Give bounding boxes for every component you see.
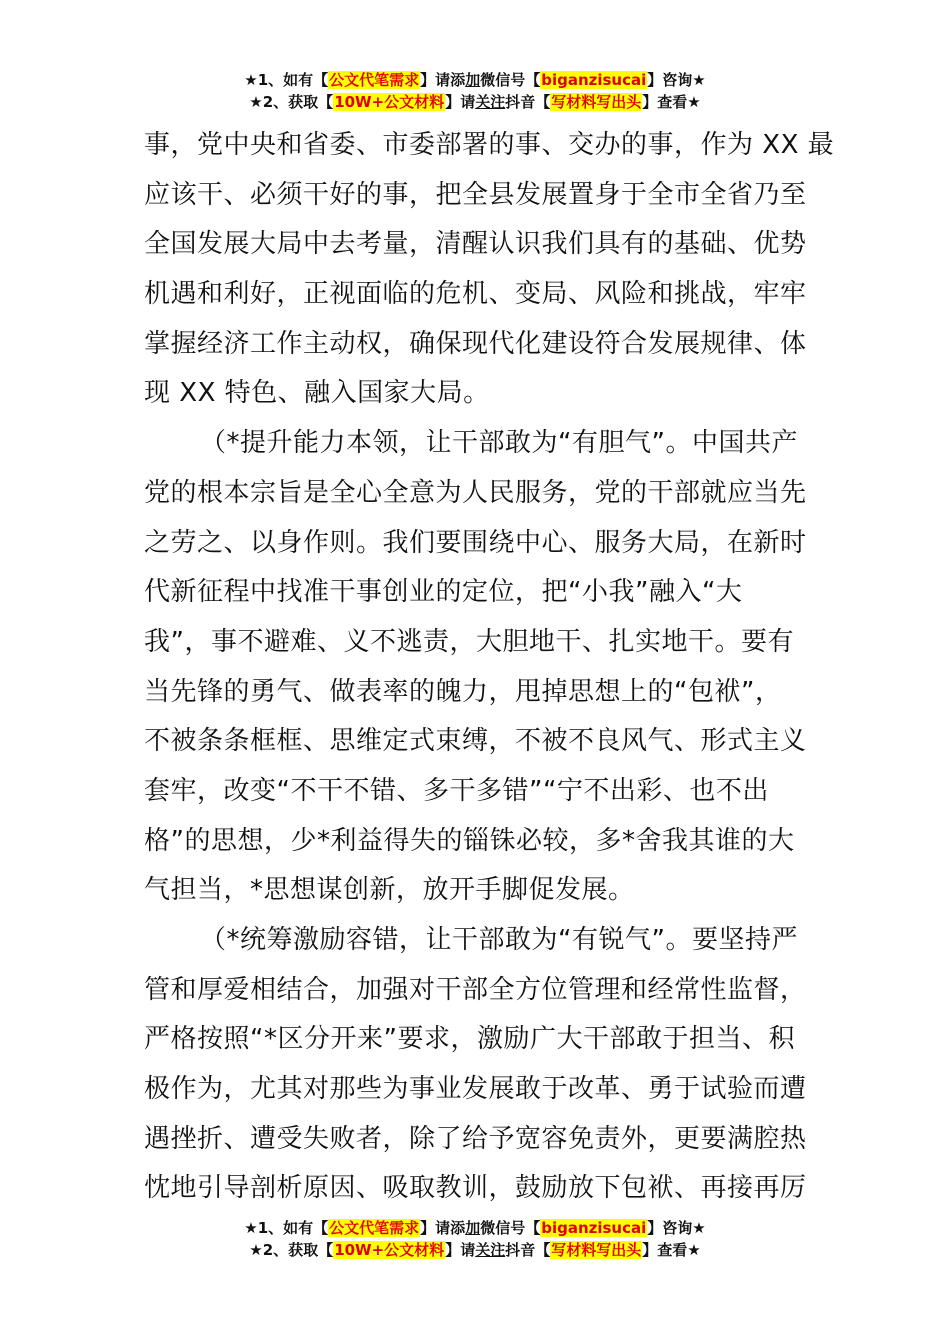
body-line: 极作为，尤其对那些为事业发展敢于改革、勇于试验而遭 — [144, 1074, 807, 1105]
body-line: 应该干、必须干好的事，把全县发展置身于全市全省乃至 — [144, 179, 807, 210]
body-line: 格”的思想，少*利益得失的锱铢必较，多*舍我其谁的大 — [144, 825, 795, 856]
body-line: 当先锋的勇气、做表率的魄力，甩掉思想上的“包袱”， — [144, 676, 782, 707]
body-line: 严格按照“*区分开来”要求，激励广大干部敢于担当、积 — [144, 1024, 795, 1055]
header-text: ★2、获取【 — [249, 93, 334, 111]
body-line: 全国发展大局中去考量，清醒认识我们具有的基础、优势 — [144, 229, 807, 260]
body-line: 事，党中央和省委、市委部署的事、交办的事，作为 XX 最 — [144, 130, 835, 160]
body-line: 之劳之、以身作则。我们要围绕中心、服务大局，在新时 — [144, 527, 807, 558]
footer-text: 】查看★ — [642, 1241, 701, 1259]
header-banner-bottom — [0, 1218, 950, 1262]
wechat-id: biganzisucai — [541, 1219, 647, 1237]
header-text: 】咨询★ — [647, 71, 706, 89]
document-body — [144, 121, 835, 1214]
header-text: ★1、如有【 — [244, 71, 329, 89]
body-line: 套牢，改变“不干不错、多干多错”“宁不出彩、也不出 — [144, 775, 769, 806]
footer-line-2 — [0, 1240, 950, 1262]
underlined-text: 加 — [465, 71, 481, 89]
header-line-2 — [0, 92, 950, 114]
footer-text: ★2、获取【 — [249, 1241, 334, 1259]
header-text: 】请添 — [420, 71, 466, 89]
header-text: 】查看★ — [642, 93, 701, 111]
header-text: 抖音【 — [505, 93, 551, 111]
header-line-1 — [0, 70, 950, 92]
header-text: 微信号【 — [480, 71, 541, 89]
footer-text: 】请添 — [420, 1219, 466, 1237]
body-line: 机遇和利好，正视面临的危机、变局、风险和挑战，牢牢 — [144, 279, 807, 310]
footer-text: 抖音【 — [505, 1241, 551, 1259]
footer-line-1 — [0, 1218, 950, 1240]
highlight-text: 写材料写出头 — [551, 1241, 642, 1259]
highlight-text: 公文代笔需求 — [329, 71, 420, 89]
footer-text: ★1、如有【 — [244, 1219, 329, 1237]
underlined-text: 关注 — [475, 93, 506, 111]
body-line: 遇挫折、遭受失败者，除了给予宽容免责外，更要满腔热 — [144, 1123, 807, 1154]
footer-text: 微信号【 — [480, 1219, 541, 1237]
body-line: 管和厚爱相结合，加强对干部全方位管理和经常性监督， — [144, 974, 807, 1005]
underlined-text: 关注 — [475, 1241, 506, 1259]
body-line: 气担当，*思想谋创新，放开手脚促发展。 — [144, 875, 635, 906]
body-line: 党的根本宗旨是全心全意为人民服务，党的干部就应当先 — [144, 477, 807, 508]
body-line: 忱地引导剖析原因、吸取教训，鼓励放下包袱、再接再厉 — [144, 1173, 807, 1204]
body-line: 不被条条框框、思维定式束缚，不被不良风气、形式主义 — [144, 726, 807, 757]
paragraph-start-line: （*统筹激励容错，让干部敢为“有锐气”。要坚持严 — [200, 925, 798, 955]
highlight-text: 写材料写出头 — [551, 93, 642, 111]
body-line: 我”，事不避难、义不逃责，大胆地干、扎实地干。要有 — [144, 626, 794, 657]
wechat-id: biganzisucai — [541, 71, 647, 89]
body-line: 掌握经济工作主动权，确保现代化建设符合发展规律、体 — [144, 328, 807, 359]
header-text: 】请 — [445, 93, 476, 111]
body-line: 代新征程中找准干事创业的定位，把“小我”融入“大 — [144, 577, 743, 608]
paragraph-start-line: （*提升能力本领，让干部敢为“有胆气”。中国共产 — [200, 428, 798, 459]
underlined-text: 加 — [465, 1219, 481, 1237]
body-line: 现 XX 特色、融入国家大局。 — [144, 378, 490, 409]
highlight-text: 10W+公文材料 — [334, 93, 445, 111]
highlight-text: 10W+公文材料 — [334, 1241, 445, 1259]
footer-text: 】咨询★ — [647, 1219, 706, 1237]
header-banner-top — [0, 70, 950, 114]
highlight-text: 公文代笔需求 — [329, 1219, 420, 1237]
footer-text: 】请 — [445, 1241, 476, 1259]
